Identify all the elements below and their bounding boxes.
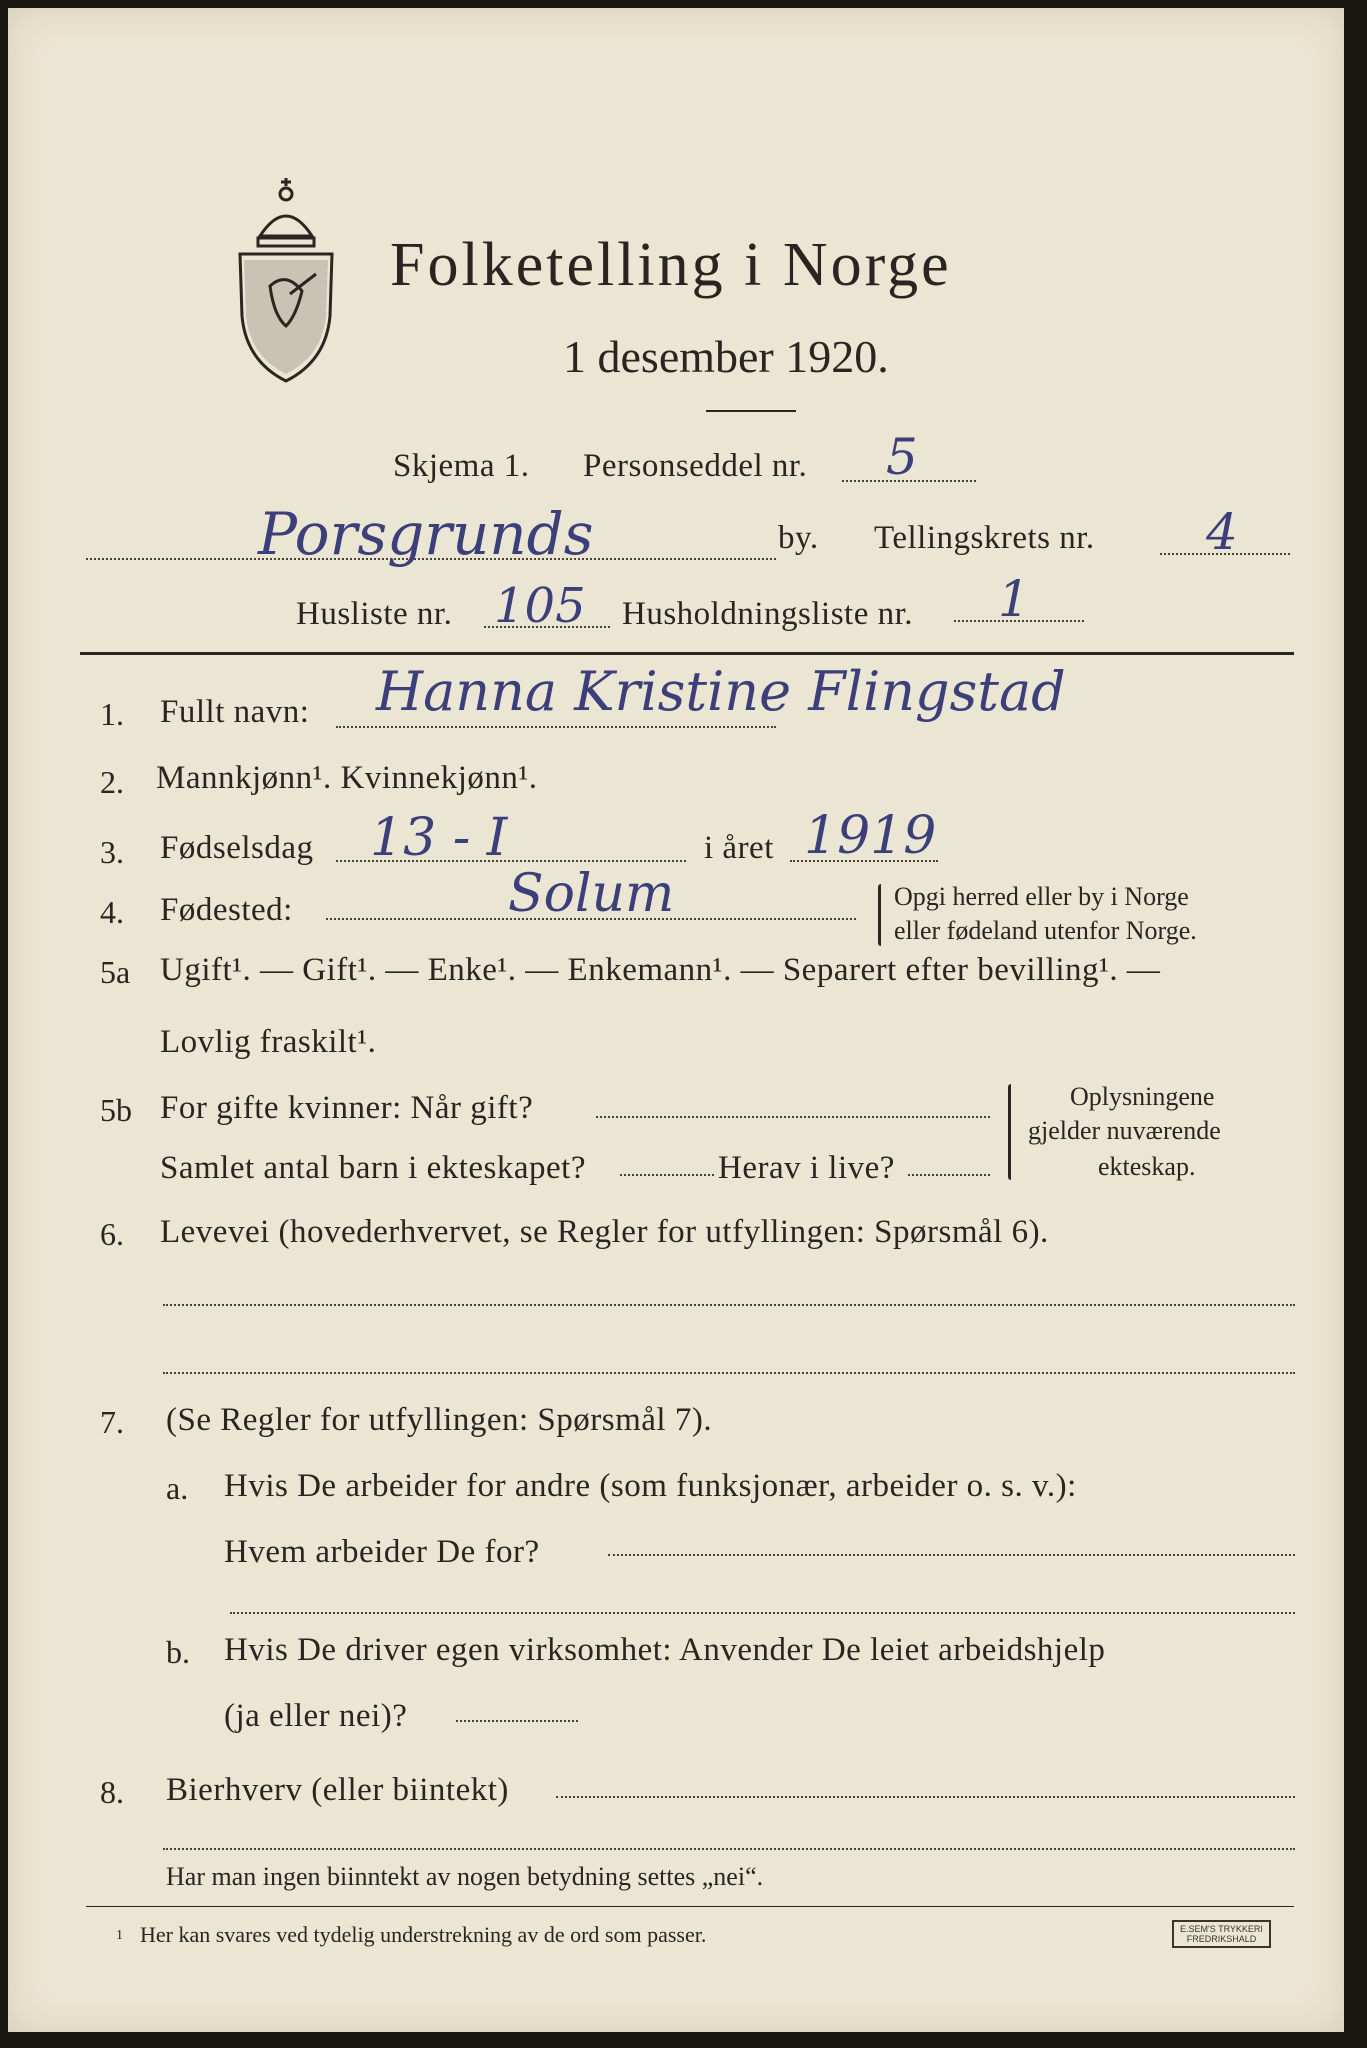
q5b-note-1: Oplysningene <box>1070 1082 1215 1111</box>
q5b-label-alive: Herav i live? <box>718 1150 895 1186</box>
birthplace-value[interactable]: Solum <box>508 864 675 924</box>
q5b-label-children: Samlet antal barn i ekteskapet? <box>160 1150 587 1186</box>
q7b-line-1: Hvis De driver egen virksomhet: Anvender De leiet arbeidshjelp <box>224 1632 1106 1668</box>
q6-answer-line-2[interactable] <box>163 1372 1295 1374</box>
q6-answer-line-1[interactable] <box>163 1304 1295 1306</box>
q5a-marital-options-2[interactable]: Lovlig fraskilt¹. <box>160 1024 377 1060</box>
footnote-text: Her kan svares ved tydelig understrekning av de ord som passer. <box>140 1922 707 1947</box>
q7b-letter: b. <box>166 1634 190 1670</box>
husliste-label: Husliste nr. <box>296 596 453 632</box>
q5b-label-married: For gifte kvinner: Når gift? <box>160 1090 534 1126</box>
form-title: Folketelling i Norge <box>390 231 952 299</box>
husliste-value[interactable]: 105 <box>494 578 586 634</box>
q7a-letter: a. <box>166 1470 189 1506</box>
q8-number: 8. <box>100 1774 124 1810</box>
q6-number: 6. <box>100 1216 124 1252</box>
city-value[interactable]: Porsgrunds <box>258 500 594 568</box>
personseddel-label: Personseddel nr. <box>583 448 808 484</box>
census-form <box>8 8 1344 2032</box>
schema-label: Skjema 1. <box>393 448 530 484</box>
q5a-number: 5a <box>100 954 131 990</box>
q7a-answer-line-2[interactable] <box>230 1612 1295 1614</box>
personseddel-value[interactable]: 5 <box>886 428 918 486</box>
q7-number: 7. <box>100 1404 124 1440</box>
footnote-mark: 1 <box>116 1928 123 1943</box>
q5b-note-3: ekteskap. <box>1098 1152 1196 1181</box>
q5b-number: 5b <box>100 1092 132 1128</box>
census-date: 1 desember 1920. <box>563 331 889 382</box>
header-divider <box>80 652 1294 655</box>
q7a-line-2: Hvem arbeider De for? <box>224 1534 540 1570</box>
q7b-answer-line[interactable] <box>456 1720 578 1722</box>
q1-number: 1. <box>100 696 124 732</box>
q4-note-1: Opgi herred eller by i Norge <box>894 882 1189 911</box>
q7a-line-1: Hvis De arbeider for andre (som funksjonær, arbeider o. s. v.): <box>224 1468 1077 1504</box>
q2-gender-options[interactable]: Mannkjønn¹. Kvinnekjønn¹. <box>156 760 538 796</box>
husholdning-label: Husholdningsliste nr. <box>622 596 914 632</box>
tellingskrets-value[interactable]: 4 <box>1206 503 1238 561</box>
q6-label: Levevei (hovederhvervet, se Regler for utfyllingen: Spørsmål 6). <box>160 1214 1049 1250</box>
printer-stamp: E.SEM'S TRYKKERI FREDRIKSHALD <box>1172 1920 1271 1948</box>
tellingskrets-label: Tellingskrets nr. <box>874 520 1095 556</box>
q7-label: (Se Regler for utfyllingen: Spørsmål 7). <box>166 1402 713 1438</box>
full-name-value[interactable]: Hanna Kristine Flingstad <box>376 660 1066 723</box>
footer-note: Har man ingen biinntekt av nogen betydning settes „nei“. <box>166 1862 764 1891</box>
birthdate-value[interactable]: 13 - I <box>370 808 508 868</box>
q8-label: Bierhverv (eller biintekt) <box>166 1772 509 1808</box>
q2-number: 2. <box>100 764 124 800</box>
coat-of-arms-icon <box>230 176 342 386</box>
q7a-answer-line[interactable] <box>608 1554 1295 1556</box>
q5b-note-2: gjelder nuværende <box>1028 1116 1221 1145</box>
birth-year-value[interactable]: 1919 <box>804 806 937 866</box>
q4-label: Fødested: <box>160 892 293 928</box>
q7b-line-2: (ja eller nei)? <box>224 1698 408 1734</box>
q5a-marital-options[interactable]: Ugift¹. — Gift¹. — Enke¹. — Enkemann¹. — Separert efter bevilling¹. — <box>160 952 1161 988</box>
husholdning-value[interactable]: 1 <box>998 570 1030 628</box>
q3-number: 3. <box>100 834 124 870</box>
q3-label: Fødselsdag <box>160 830 314 866</box>
q3-year-label: i året <box>704 830 774 866</box>
q8-answer-line-2[interactable] <box>163 1848 1295 1850</box>
q8-answer-line[interactable] <box>556 1796 1295 1798</box>
q1-label: Fullt navn: <box>160 694 310 730</box>
by-label: by. <box>778 520 819 556</box>
q4-number: 4. <box>100 894 124 930</box>
q4-note-2: eller fødeland utenfor Norge. <box>894 916 1197 945</box>
title-divider <box>706 410 796 412</box>
